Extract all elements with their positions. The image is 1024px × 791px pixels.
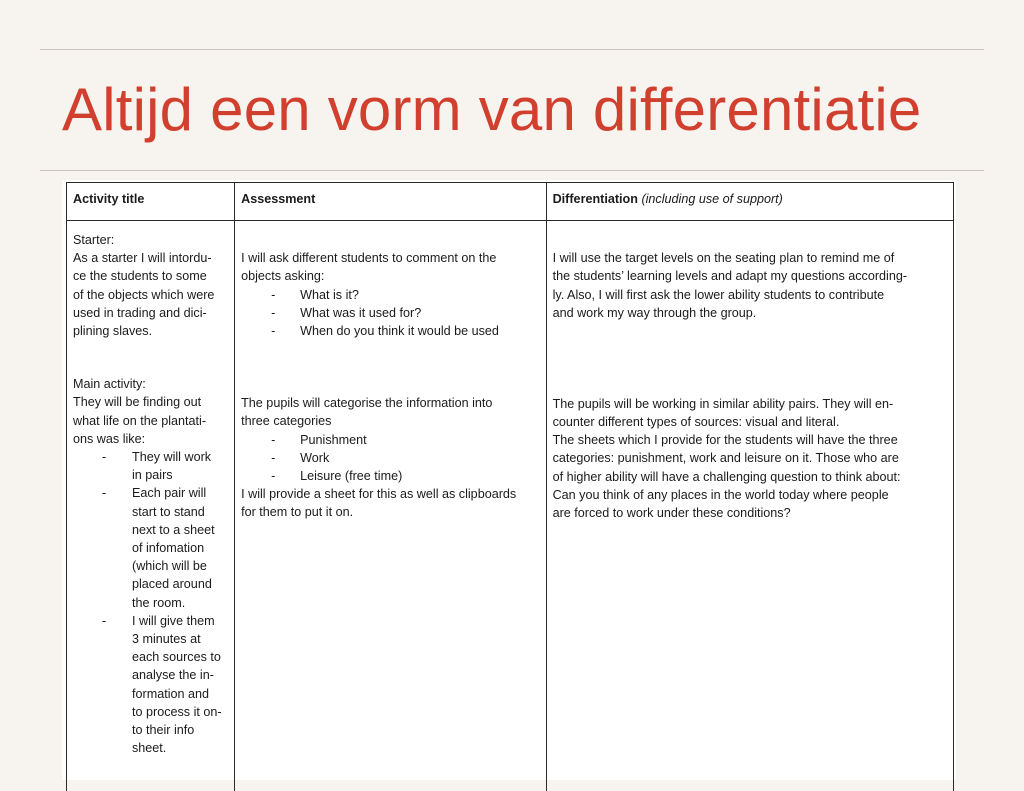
- main-activity-step-line: start to stand: [132, 503, 228, 521]
- differentiation-starter-text: [553, 249, 947, 322]
- main-activity-description: [73, 393, 228, 448]
- assessment-starter-text: [241, 249, 539, 285]
- header-activity-title: Activity title: [67, 183, 235, 221]
- starter-line: plining slaves.: [73, 322, 228, 340]
- assessment-closing-text: [241, 485, 539, 521]
- assessment-main-line: The pupils will categorise the information into: [241, 394, 539, 412]
- assessment-category: [241, 449, 539, 467]
- main-activity-step-line: each sources to: [132, 648, 228, 666]
- lesson-plan-document: [62, 180, 956, 780]
- assessment-category-text: Work: [300, 451, 329, 465]
- assessment-category: [241, 431, 539, 449]
- header-differentiation: Differentiation (including use of support): [546, 183, 953, 221]
- differentiation-starter-line: and work my way through the group.: [553, 304, 947, 322]
- assessment-category: [241, 467, 539, 485]
- dash-bullet: -: [271, 467, 275, 485]
- main-activity-step-line: They will work: [132, 448, 228, 466]
- main-activity-step-line: formation and: [132, 685, 228, 703]
- assessment-closing-line: I will provide a sheet for this as well as clipboards: [241, 485, 539, 503]
- slide-title: Altijd een vorm van differentiatie: [62, 70, 922, 150]
- main-activity-line: They will be finding out: [73, 393, 228, 411]
- main-activity-step: [73, 448, 228, 484]
- dash-bullet: -: [102, 612, 106, 630]
- assessment-starter-line: I will ask different students to comment on the: [241, 249, 539, 267]
- table-header-row: [67, 183, 954, 221]
- differentiation-starter-line: I will use the target levels on the seating plan to remind me of: [553, 249, 947, 267]
- top-divider: [40, 49, 984, 50]
- differentiation-main-text: [553, 395, 947, 522]
- table-row: [67, 221, 954, 791]
- main-activity-line: ons was like:: [73, 430, 228, 448]
- assessment-question-text: When do you think it would be used: [300, 324, 499, 338]
- dash-bullet: -: [271, 322, 275, 340]
- starter-line: used in trading and dici-: [73, 304, 228, 322]
- differentiation-main-line: counter different types of sources: visual and literal.: [553, 413, 947, 431]
- differentiation-main-line: The pupils will be working in similar ability pairs. They will en-: [553, 395, 947, 413]
- assessment-category-text: Leisure (free time): [300, 469, 402, 483]
- main-activity-step-line: 3 minutes at: [132, 630, 228, 648]
- dash-bullet: -: [102, 448, 106, 466]
- dash-bullet: -: [271, 304, 275, 322]
- dash-bullet: -: [271, 286, 275, 304]
- main-activity-line: what life on the plantati-: [73, 412, 228, 430]
- assessment-question: [241, 322, 539, 340]
- main-activity-step-line: in pairs: [132, 466, 228, 484]
- assessment-starter-line: objects asking:: [241, 267, 539, 285]
- differentiation-main-line: Can you think of any places in the world today where people: [553, 486, 947, 504]
- differentiation-cell: [546, 221, 953, 791]
- main-activity-heading: Main activity:: [73, 375, 228, 393]
- main-activity-step-line: (which will be: [132, 557, 228, 575]
- lesson-plan-table: [66, 182, 954, 791]
- main-activity-step-line: placed around: [132, 575, 228, 593]
- differentiation-main-line: The sheets which I provide for the students will have the three: [553, 431, 947, 449]
- assessment-question-text: What is it?: [300, 288, 359, 302]
- main-activity-steps: [73, 448, 228, 757]
- assessment-question: [241, 304, 539, 322]
- differentiation-starter-line: ly. Also, I will first ask the lower ability students to contribute: [553, 286, 947, 304]
- assessment-closing-line: for them to put it on.: [241, 503, 539, 521]
- header-differentiation-note: (including use of support): [641, 192, 782, 206]
- assessment-cell: [235, 221, 546, 791]
- assessment-main-line: three categories: [241, 412, 539, 430]
- assessment-question-text: What was it used for?: [300, 306, 421, 320]
- differentiation-starter-line: the students’ learning levels and adapt my questions according-: [553, 267, 947, 285]
- main-activity-step-line: analyse the in-: [132, 666, 228, 684]
- title-divider: [40, 170, 984, 171]
- starter-heading: Starter:: [73, 231, 228, 249]
- differentiation-main-line: categories: punishment, work and leisure on it. Those who are: [553, 449, 947, 467]
- assessment-question: [241, 286, 539, 304]
- main-activity-step-line: I will give them: [132, 612, 228, 630]
- differentiation-main-line: are forced to work under these conditions?: [553, 504, 947, 522]
- main-activity-step-line: of infomation: [132, 539, 228, 557]
- differentiation-main-line: of higher ability will have a challenging question to think about:: [553, 468, 947, 486]
- main-activity-step-line: to process it on-: [132, 703, 228, 721]
- assessment-questions: [241, 286, 539, 341]
- main-activity-step: [73, 484, 228, 611]
- main-activity-step-line: next to a sheet: [132, 521, 228, 539]
- main-activity-step-line: to their info: [132, 721, 228, 739]
- dash-bullet: -: [102, 484, 106, 502]
- main-activity-step-line: the room.: [132, 594, 228, 612]
- activity-cell: [67, 221, 235, 791]
- starter-description: [73, 249, 228, 340]
- starter-line: of the objects which were: [73, 286, 228, 304]
- assessment-categories: [241, 431, 539, 486]
- header-assessment: Assessment: [235, 183, 546, 221]
- assessment-main-text: [241, 394, 539, 430]
- dash-bullet: -: [271, 449, 275, 467]
- starter-line: As a starter I will intordu-: [73, 249, 228, 267]
- dash-bullet: -: [271, 431, 275, 449]
- starter-line: ce the students to some: [73, 267, 228, 285]
- main-activity-step-line: sheet.: [132, 739, 228, 757]
- main-activity-step: [73, 612, 228, 758]
- main-activity-step-line: Each pair will: [132, 484, 228, 502]
- assessment-category-text: Punishment: [300, 433, 367, 447]
